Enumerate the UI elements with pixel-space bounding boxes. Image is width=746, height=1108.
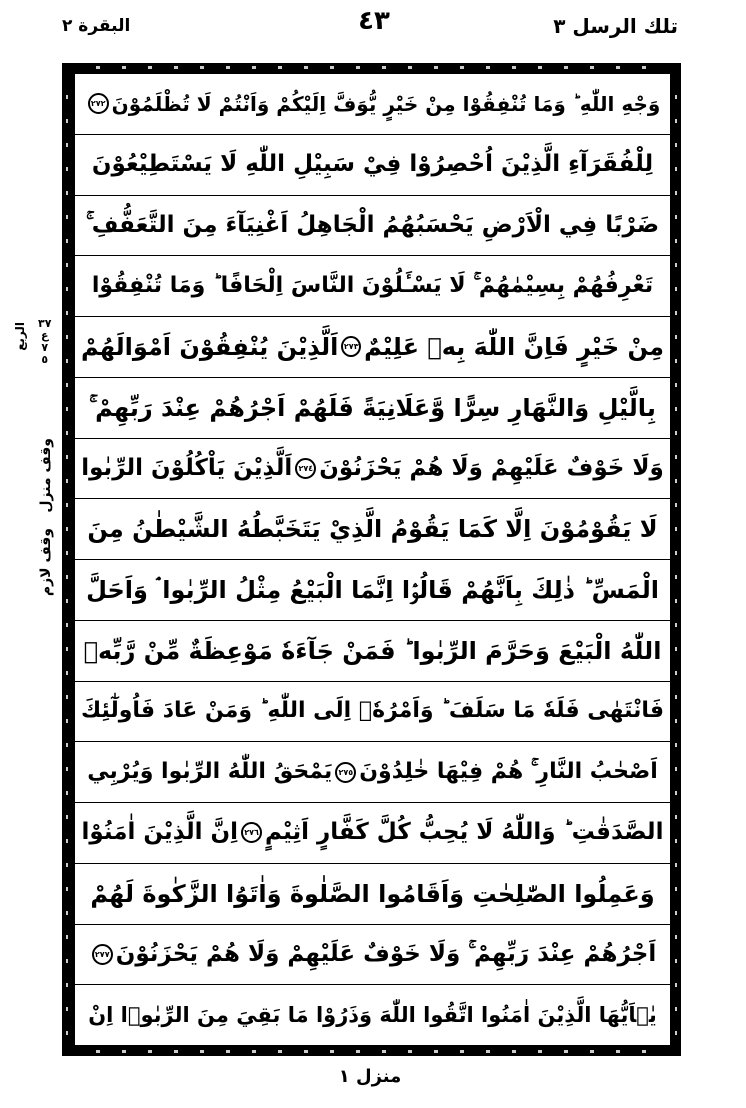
ruku-number-verses: ٧ bbox=[41, 341, 49, 354]
text-line-8 bbox=[75, 499, 670, 560]
line-text: يٰۤاَيُّهَا الَّذِيْنَ اٰمَنُوا اتَّقُوا اللّٰهَ وَذَرُوْا مَا بَقِيَ مِنَ الرِّبٰوۤا اِنْ bbox=[88, 1002, 657, 1027]
line-text: اَصْحٰبُ النَّارِ ۚ هُمْ فِيْهَا خٰلِدُوْنَ bbox=[359, 759, 658, 785]
ruku-number-surah: ٣٧ bbox=[38, 317, 52, 330]
line-text-continuation: اَلَّذِيْنَ يُنْفِقُوْنَ اَمْوَالَهُمْ bbox=[81, 332, 339, 361]
margin-note-waqf-manzil: وقف منزل bbox=[38, 438, 54, 513]
line-text: تَعْرِفُهُمْ بِسِيْمٰهُمْ ۚ لَا يَسْـَٔلُوْنَ النَّاسَ اِلْحَافًا ؕ وَمَا تُنْفِقُوْا bbox=[91, 273, 654, 299]
ayah-end-marker-icon: ٢٧٧ bbox=[92, 944, 113, 965]
margin-note-waqf-lazim: وقف لازم bbox=[38, 528, 54, 597]
line-text: بِالَّيْلِ وَالنَّهَارِ سِرًّا وَّعَلَانِيَةً فَلَهُمْ اَجْرُهُمْ عِنْدَ رَبِّهِمْ ۚ bbox=[89, 393, 656, 422]
manzil-label: منزل ١ bbox=[338, 1066, 402, 1087]
juz-title: تلك الرسل ٣ bbox=[553, 14, 678, 38]
ayah-end-marker-icon: ٢٧٣ bbox=[341, 336, 361, 357]
line-text: لِلْفُقَرَآءِ الَّذِيْنَ اُحْصِرُوْا فِيْ سَبِيْلِ اللّٰهِ لَا يَسْتَطِيْعُوْنَ bbox=[91, 151, 654, 178]
line-text: وَعَمِلُوا الصّٰلِحٰتِ وَاَقَامُوا الصَّلٰوةَ وَاٰتَوُا الزَّكٰوةَ لَهُمْ bbox=[90, 879, 655, 908]
line-text: اللّٰهُ الْبَيْعَ وَحَرَّمَ الرِّبٰوا ؕ فَمَنْ جَآءَهٗ مَوْعِظَةٌ مِّنْ رَّبِّهٖ bbox=[83, 636, 662, 665]
text-line-10 bbox=[75, 621, 670, 682]
ruku-symbol: ع bbox=[40, 329, 49, 342]
text-line-16 bbox=[75, 985, 670, 1045]
ayah-end-marker-icon: ٢٧٥ bbox=[335, 762, 356, 783]
page-number: ٤٣ bbox=[358, 6, 390, 36]
text-line-14 bbox=[75, 864, 670, 925]
page-frame bbox=[62, 63, 681, 1056]
text-area bbox=[73, 72, 672, 1047]
text-line-2 bbox=[75, 135, 670, 196]
line-text: مِنْ خَيْرٍ فَاِنَّ اللّٰهَ بِهٖ عَلِيْمٌ bbox=[364, 332, 664, 361]
border-ornament-right bbox=[675, 83, 677, 1036]
text-line-4 bbox=[75, 256, 670, 317]
line-text-continuation: اَلَّذِيْنَ يَاْكُلُوْنَ الرِّبٰوا bbox=[81, 454, 293, 481]
text-line-3 bbox=[75, 196, 670, 257]
text-line-7 bbox=[75, 439, 670, 500]
line-text-continuation: اِنَّ الَّذِيْنَ اٰمَنُوْا bbox=[81, 819, 239, 846]
text-line-12 bbox=[75, 742, 670, 803]
text-line-5 bbox=[75, 317, 670, 378]
ruku-number-para: ٥ bbox=[41, 353, 49, 366]
quarter-label: الربع bbox=[13, 322, 27, 351]
surah-title: البقرة ٢ bbox=[62, 16, 131, 36]
text-line-1 bbox=[75, 74, 670, 135]
line-text: اَجْرُهُمْ عِنْدَ رَبِّهِمْ ۚ وَلَا خَوْفٌ عَلَيْهِمْ وَلَا هُمْ يَحْزَنُوْنَ bbox=[115, 940, 657, 967]
line-text: وَجْهِ اللّٰهِ ؕ وَمَا تُنْفِقُوْا مِنْ خَيْرٍ يُّوَفَّ اِلَيْكُمْ وَاَنْتُمْ لَا تُظْلَمُوْنَ bbox=[111, 91, 661, 116]
text-line-13 bbox=[75, 803, 670, 864]
line-text: الْمَسِّ ؕ ذٰلِكَ بِاَنَّهُمْ قَالُوْۤا اِنَّمَا الْبَيْعُ مِثْلُ الرِّبٰوا ۘ وَاَحَلَّ bbox=[86, 575, 659, 604]
border-ornament-top bbox=[82, 66, 661, 69]
line-text: فَانْتَهٰى فَلَهٗ مَا سَلَفَ ؕ وَاَمْرُهٗۤ اِلَى اللّٰهِ ؕ وَمَنْ عَادَ فَاُولٰٓئِكَ bbox=[81, 698, 664, 724]
ayah-end-marker-icon: ٢٧٤ bbox=[295, 458, 316, 479]
border-ornament-bottom bbox=[82, 1050, 661, 1053]
line-text: وَلَا خَوْفٌ عَلَيْهِمْ وَلَا هُمْ يَحْزَنُوْنَ bbox=[319, 454, 664, 481]
line-text: الصَّدَقٰتِ ؕ وَاللّٰهُ لَا يُحِبُّ كُلَّ كَفَّارٍ اَثِيْمٍ bbox=[265, 819, 664, 846]
line-text: ضَرْبًا فِي الْاَرْضِ يَحْسَبُهُمُ الْجَاهِلُ اَغْنِيَآءَ مِنَ التَّعَفُّفِ ۚ bbox=[85, 211, 660, 238]
border-ornament-left bbox=[66, 83, 68, 1036]
line-text-continuation: يَمْحَقُ اللّٰهُ الرِّبٰوا وَيُرْبِي bbox=[87, 759, 333, 785]
ayah-end-marker-icon: ٢٧٦ bbox=[241, 822, 262, 843]
text-line-9 bbox=[75, 560, 670, 621]
text-line-15 bbox=[75, 925, 670, 986]
ayah-end-marker-icon: ٢٧٢ bbox=[88, 93, 109, 114]
line-text: لَا يَقُوْمُوْنَ اِلَّا كَمَا يَقُوْمُ الَّذِيْ يَتَخَبَّطُهُ الشَّيْطٰنُ مِنَ bbox=[87, 515, 658, 544]
text-line-6 bbox=[75, 378, 670, 439]
text-line-11 bbox=[75, 682, 670, 743]
ruku-numbers bbox=[38, 318, 51, 366]
